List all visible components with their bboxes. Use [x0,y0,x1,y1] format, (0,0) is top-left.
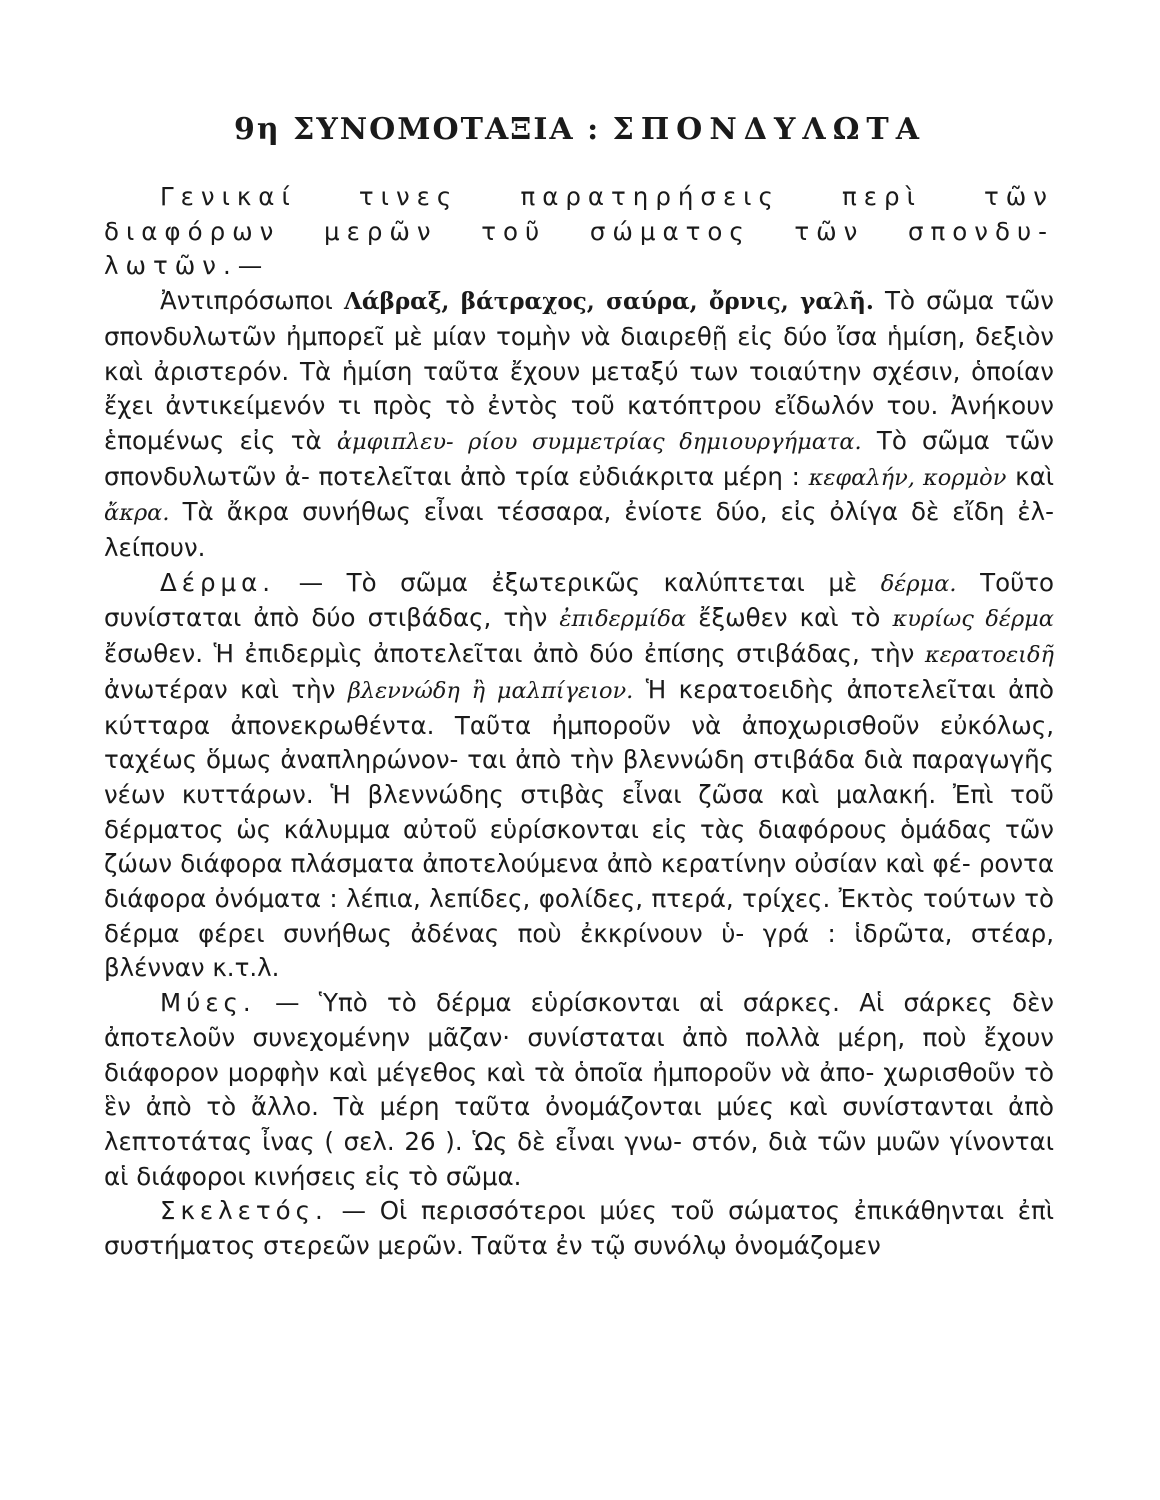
chapter-name: ΣΠΟΝΔΥΛΩΤΑ [612,112,927,147]
section-heading-muscles: Μύες. [160,988,256,1018]
paragraph-muscles: Μύες. — Ὑπὸ τὸ δέρμα εὑρίσκονται αἱ σάρκες. Αἱ σάρκες δὲν ἀποτελοῦν συνεχομένην μᾶζαν· συνίσταται ἀπὸ πολλὰ μέρη, ποὺ ἔχουν διάφορον μορφὴν καὶ μέγεθος καὶ τὰ ὁποῖα ἠμποροῦν νὰ ἀπο- χωρισθοῦν τὸ ἓν ἀπὸ τὸ ἄλλο. Τὰ μέρη ταῦτα ὀνομάζονται μύες καὶ συνίστανται ἀπὸ λεπτοτάτας ἶνας ( σελ. 26 ). Ὡς δὲ εἶναι γνω- στόν, διὰ τῶν μυῶν γίνονται αἱ διάφοροι κινήσεις εἰς τὸ σῶμα. [104,988,1054,1191]
chapter-number: 9η ΣΥΝΟΜΟΤΑΞΙΑ : [233,112,601,147]
section-heading-skeleton: Σκελετός. [160,1196,328,1226]
body-text [104,180,1054,1264]
paragraph-skeleton: Σκελετός. — Οἱ περισσότεροι μύες τοῦ σώματος ἐπικάθηνται ἐπὶ συστήματος στερεῶν μερῶν. Ταῦτα ἐν τῷ συνόλῳ ὀνομάζομεν [104,1196,1055,1261]
bold-examples: Λάβραξ, βάτραχος, σαύρα, ὄρνις, γαλῆ. [344,288,874,316]
intro-heading: Γενικαί τινες παρατηρήσεις περὶ τῶν διαφόρων μερῶν τοῦ σώματος τῶν σπονδυ- λωτῶν.— [104,182,1054,281]
paragraph-skin: Δέρμα. — Τὸ σῶμα ἐξωτερικῶς καλύπτεται μὲ δέρμα. Τοῦτο συνίσταται ἀπὸ δύο στιβάδας, τὴν ἐπιδερμίδα ἔξωθεν καὶ τὸ κυρίως δέρμα ἔσωθεν. Ἡ ἐπιδερμὶς ἀποτελεῖται ἀπὸ δύο ἐπίσης στιβάδας, τὴν κερατοειδῆ ἀνωτέραν καὶ τὴν βλεννώδη ἢ μαλπίγειον. Ἡ κερατοειδὴς ἀποτελεῖται ἀπὸ κύτταρα ἀπονεκρωθέντα. Ταῦτα ἠμποροῦν νὰ ἀποχωρισθοῦν εὐκόλως, ταχέως ὅμως ἀναπληρώνον- ται ἀπὸ τὴν βλεννώδη στιβάδα διὰ παραγωγῆς νέων κυττάρων. Ἡ βλεννώδης στιβὰς εἶναι ζῶσα καὶ μαλακή. Ἐπὶ τοῦ δέρματος ὡς κάλυμμα αὐτοῦ εὑρίσκονται εἰς τὰς διαφόρους ὁμάδας τῶν ζώων διάφορα πλάσματα ἀποτελούμενα ἀπὸ κερατίνην οὐσίαν καὶ φέ- ροντα διάφορα ὀνόματα : λέπια, λεπίδες, φολίδες, πτερά, τρίχες. Ἐκτὸς τούτων τὸ δέρμα φέρει συνήθως ἀδένας ποὺ ἐκκρίνουν ὑ- γρά : ἱδρῶτα, στέαρ, βλένναν κ.τ.λ. [104,567,1055,983]
section-heading-skin: Δέρμα. [160,567,276,597]
chapter-title [0,112,1160,147]
paragraph-representatives: Ἀντιπρόσωποι Λάβραξ, βάτραχος, σαύρα, ὄρνις, γαλῆ. Τὸ σῶμα τῶν σπονδυλωτῶν ἠμπορεῖ μὲ μίαν τομὴν νὰ διαιρεθῇ εἰς δύο ἴσα ἡμίση, δεξιὸν καὶ ἀριστερόν. Τὰ ἡμίση ταῦτα ἔχουν μεταξύ των τοιαύτην σχέσιν, ὁποίαν ἔχει ἀντικείμενόν τι πρὸς τὸ ἐντὸς τοῦ κατόπτρου εἴδωλόν του. Ἀνήκουν ἑπομένως εἰς τὰ ἀμφιπλευ- ρίου συμμετρίας δημιουργήματα. Τὸ σῶμα τῶν σπονδυλωτῶν ἀ- ποτελεῖται ἀπὸ τρία εὐδιάκριτα μέρη : κεφαλήν, κορμὸν καὶ ἄκρα. Τὰ ἄκρα συνήθως εἶναι τέσσαρα, ἐνίοτε δύο, εἰς ὀλίγα δὲ εἴδη ἐλ- λείπουν. [104,286,1055,563]
